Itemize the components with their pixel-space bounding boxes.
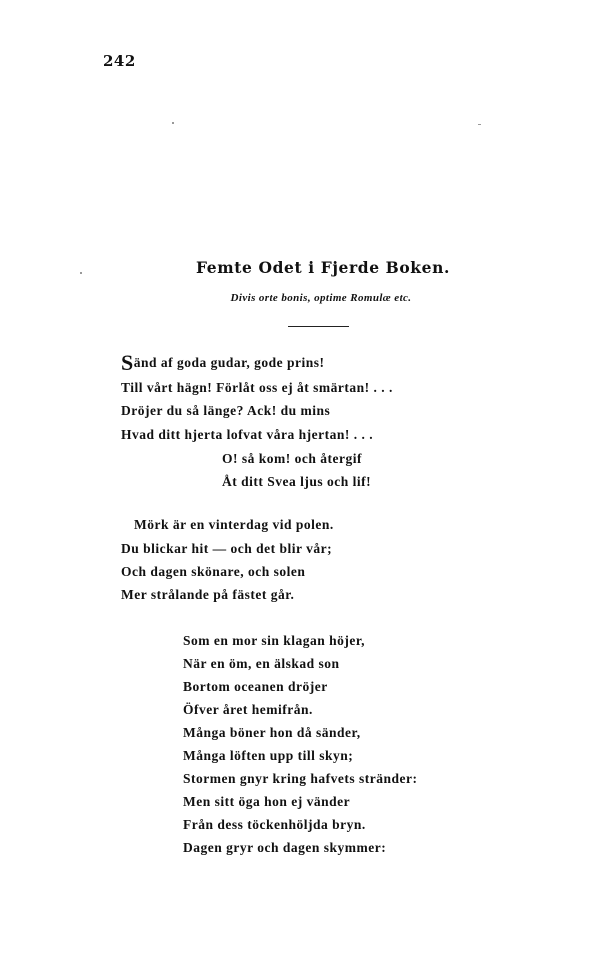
poem-title: Femte Odet i Fjerde Boken. — [196, 258, 450, 277]
stanza-1-line-1 — [121, 352, 325, 374]
page-number: 242 — [103, 52, 136, 70]
stanza-3-line-2: När en öm, en älskad son — [183, 656, 340, 671]
drop-cap: S — [121, 350, 134, 375]
stanza-3-line-9: Från dess töckenhöljda bryn. — [183, 817, 366, 832]
stanza-3-line-6: Många löften upp till skyn; — [183, 748, 354, 763]
stanza-1-line-4: Hvad ditt hjerta lofvat våra hjertan! . . . — [121, 427, 374, 442]
stanza-3-line-7: Stormen gnyr kring hafvets stränder: — [183, 771, 418, 786]
stanza-2-line-4: Mer strålande på fästet går. — [121, 587, 295, 602]
stanza-1-line-5: O! så kom! och återgif — [222, 451, 362, 466]
scan-speck — [478, 124, 481, 125]
stanza-2-line-3: Och dagen skönare, och solen — [121, 564, 306, 579]
epigraph: Divis orte bonis, optime Romulæ etc. — [230, 292, 412, 304]
scan-speck — [172, 122, 174, 124]
stanza-1-line-6: Åt ditt Svea ljus och lif! — [222, 474, 372, 489]
stanza-3-line-4: Öfver året hemifrån. — [183, 702, 313, 717]
scan-speck — [80, 272, 82, 274]
stanza-2-line-2: Du blickar hit — och det blir vår; — [121, 541, 333, 556]
stanza-3-line-1: Som en mor sin klagan höjer, — [183, 633, 366, 648]
stanza-1-line-3: Dröjer du så länge? Ack! du mins — [121, 403, 331, 418]
title-rule — [288, 326, 349, 327]
stanza-2-line-1: Mörk är en vinterdag vid polen. — [134, 517, 334, 532]
stanza-3-line-8: Men sitt öga hon ej vänder — [183, 794, 351, 809]
stanza-3-line-3: Bortom oceanen dröjer — [183, 679, 328, 694]
stanza-3-line-10: Dagen gryr och dagen skymmer: — [183, 840, 387, 855]
stanza-3-line-5: Många böner hon då sänder, — [183, 725, 361, 740]
stanza-1-line-2: Till vårt hägn! Förlåt oss ej åt smärtan! . . . — [121, 380, 393, 395]
line-text: änd af goda gudar, gode prins! — [133, 355, 325, 370]
